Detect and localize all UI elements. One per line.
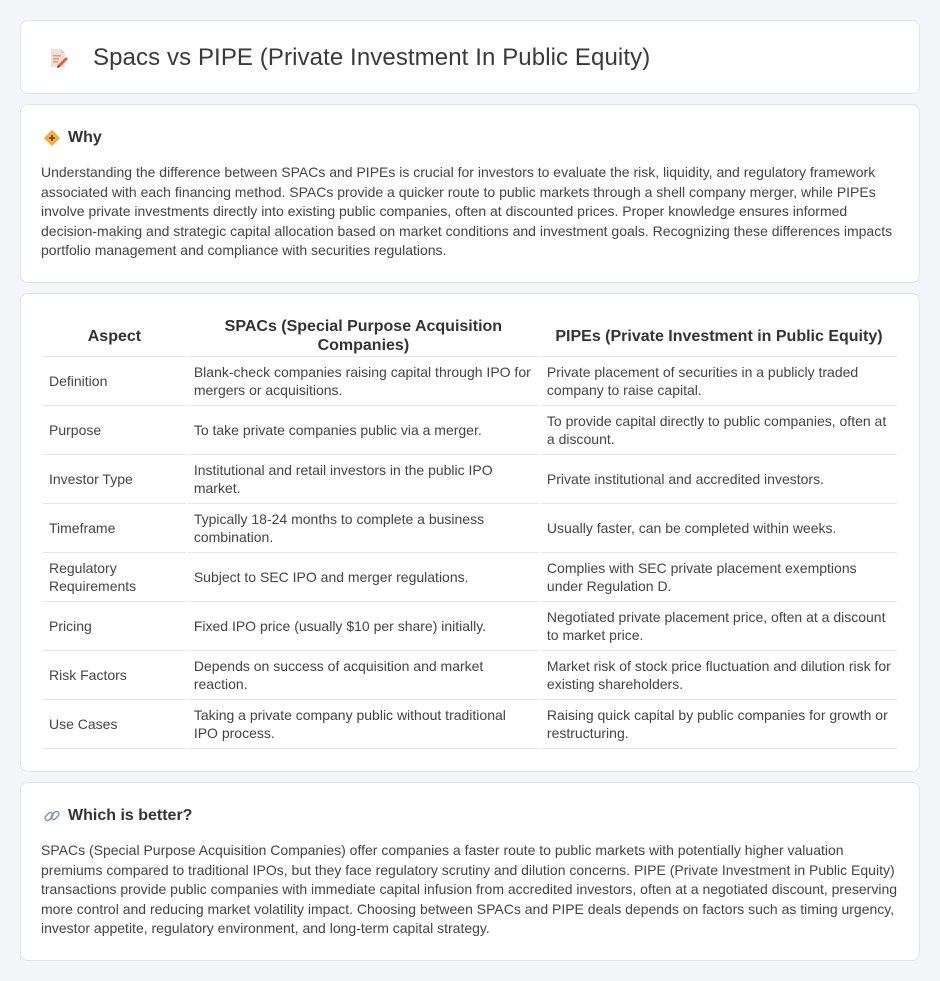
document-edit-icon [46, 46, 70, 70]
spacs-cell: Institutional and retail investors in the public IPO market. [188, 455, 539, 504]
spacs-cell: Subject to SEC IPO and merger regulations. [188, 553, 539, 602]
spacs-cell: Taking a private company public without traditional IPO process. [188, 700, 539, 749]
better-section [20, 782, 920, 961]
aspect-cell: Use Cases [43, 700, 186, 749]
diamond-sign-icon [43, 129, 61, 147]
header-aspect: Aspect [43, 316, 186, 357]
page-title: Spacs vs PIPE (Private Investment In Public Equity) [93, 44, 651, 71]
spacs-cell: Fixed IPO price (usually $10 per share) initially. [188, 602, 539, 651]
header-pipes: PIPEs (Private Investment in Public Equity) [541, 316, 897, 357]
spacs-cell: Depends on success of acquisition and market reaction. [188, 651, 539, 700]
aspect-cell: Purpose [43, 406, 186, 455]
better-heading [43, 805, 192, 827]
aspect-cell: Risk Factors [43, 651, 186, 700]
aspect-cell: Pricing [43, 602, 186, 651]
pipes-cell: Complies with SEC private placement exemptions under Regulation D. [541, 553, 897, 602]
comparison-table [41, 316, 899, 749]
pipes-cell: Usually faster, can be completed within weeks. [541, 504, 897, 553]
spacs-cell: Typically 18-24 months to complete a business combination. [188, 504, 539, 553]
pipes-cell: Negotiated private placement price, often at a discount to market price. [541, 602, 897, 651]
table-row [43, 602, 897, 651]
table-row [43, 700, 897, 749]
why-title: Why [68, 129, 102, 146]
pipes-cell: Raising quick capital by public companies for growth or restructuring. [541, 700, 897, 749]
aspect-cell: Definition [43, 357, 186, 406]
table-header-row [43, 316, 897, 357]
aspect-cell: Regulatory Requirements [43, 553, 186, 602]
title-card [20, 20, 920, 94]
aspect-cell: Investor Type [43, 455, 186, 504]
table-row [43, 455, 897, 504]
pipes-cell: Private placement of securities in a publicly traded company to raise capital. [541, 357, 897, 406]
spacs-cell: To take private companies public via a merger. [188, 406, 539, 455]
why-section [20, 104, 920, 283]
pipes-cell: Private institutional and accredited investors. [541, 455, 897, 504]
why-heading [43, 127, 102, 149]
link-icon [43, 807, 61, 825]
comparison-section [20, 293, 920, 772]
better-text: SPACs (Special Purpose Acquisition Companies) offer companies a faster route to public markets with potentially higher valuation premiums compared to traditional IPOs, but they face regulatory scrutiny and dilution concerns. PIPE (Private Investment in Public Equity) transactions provide public companies with immediate capital infusion from accredited investors, often at a negotiated discount, preserving more control and reducing market volatility impact. Choosing between SPACs and PIPE deals depends on factors such as timing urgency, investor appetite, regulatory environment, and long-term capital strategy. [41, 842, 898, 937]
aspect-cell: Timeframe [43, 504, 186, 553]
table-row [43, 504, 897, 553]
table-row [43, 553, 897, 602]
pipes-cell: Market risk of stock price fluctuation and dilution risk for existing shareholders. [541, 651, 897, 700]
table-row [43, 406, 897, 455]
header-spacs: SPACs (Special Purpose Acquisition Companies) [188, 316, 539, 357]
spacs-cell: Blank-check companies raising capital through IPO for mergers or acquisitions. [188, 357, 539, 406]
pipes-cell: To provide capital directly to public companies, often at a discount. [541, 406, 897, 455]
better-title: Which is better? [68, 807, 193, 824]
table-row [43, 357, 897, 406]
table-row [43, 651, 897, 700]
why-text: Understanding the difference between SPACs and PIPEs is crucial for investors to evaluate the risk, liquidity, and regulatory framework associated with each financing method. SPACs provide a quicker route to public markets through a shell company merger, while PIPEs involve private investments directly into existing public companies, often at discounted prices. Proper knowledge ensures informed decision-making and strategic capital allocation based on market conditions and investment goals. Recognizing these differences impacts portfolio management and compliance with securities regulations. [41, 164, 893, 259]
